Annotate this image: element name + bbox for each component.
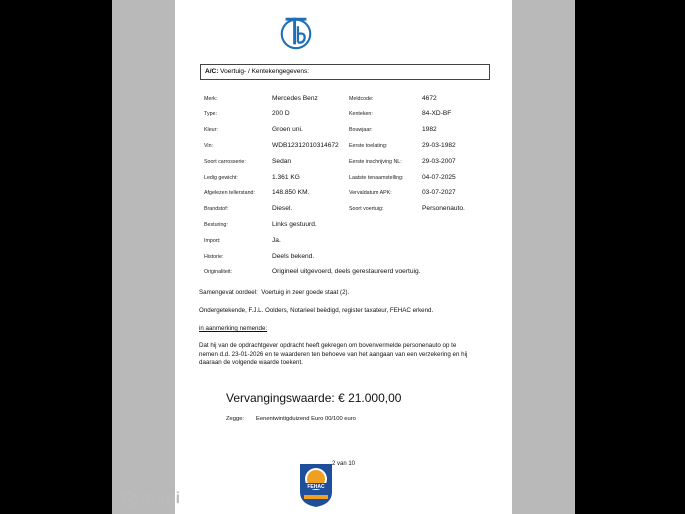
field-label: Vin: [204,143,214,149]
field-value: 148.850 KM. [272,189,310,196]
section-header-code: A/C: [205,68,219,75]
summary [199,289,349,298]
field-value: 29-03-1982 [422,142,456,149]
field-value: Deels bekend. [272,253,315,260]
field-value: Origineel uitgevoerd, deels gerestaureerd voertuig. [272,268,421,275]
consideration-line: nemen d.d. 23-01-2026 en te waarderen ten behoeve van het aangaan van een verzekering en hij [199,350,468,358]
field-value: Ja. [272,237,281,244]
left-black-margin [0,0,112,514]
svg-text:FEHAC: FEHAC [307,484,325,490]
consideration-line: daaraan de volgende waarde toekent. [199,359,303,367]
field-value: Mercedes Benz [272,95,318,102]
watermark-text: mobi [141,490,181,507]
field-label: Eerste toelating: [349,143,388,149]
zegge-label: Zegge: [226,416,245,422]
field-value: 4672 [422,95,437,102]
replacement-value: Vervangingswaarde: € 21.000,00 [226,391,402,405]
field-label: Originaliteit: [204,269,232,275]
field-label: Kleur: [204,127,218,133]
field-label: Historie: [204,254,224,260]
zegge-value: Eenentwintigduizend Euro 00/100 euro [256,416,356,422]
zegge-line [226,416,356,422]
mobile-logo-icon [121,491,138,508]
field-label: Eerste inschrijving NL: [349,159,402,165]
field-label: Bouwjaar: [349,127,373,133]
document-page [175,0,512,514]
field-value: Sedan [272,158,292,165]
field-label: Soort carrosserie: [204,159,246,165]
field-label: Meldcode: [349,96,374,102]
field-value: WDB12312010314672 [272,142,339,149]
field-value: 04-07-2025 [422,174,456,181]
field-label: Import: [204,238,221,244]
right-black-margin [575,0,685,514]
field-value: 84-XD-BF [422,110,452,117]
field-value: 29-03-2007 [422,158,456,165]
section-header [200,64,490,80]
consideration-text [199,342,467,368]
summary-label: Samengevat oordeel: [199,289,258,296]
field-value: 1.361 KG [272,174,300,181]
field-label: Kenteken: [349,111,373,117]
field-label: Soort voertuig: [349,206,384,212]
section-header-title: Voertuig- / Kentekengegevens: [218,68,310,75]
right-gray-band [512,0,575,514]
field-label: Vervaldatum APK: [349,190,392,196]
field-value: Personenauto. [422,205,465,212]
fehac-badge-icon [297,462,335,508]
field-label: Merk: [204,96,218,102]
consideration-heading: in aanmerking nemende: [199,325,268,332]
field-label: Laatste tenaamstelling: [349,175,404,181]
field-value: 03-07-2027 [422,189,456,196]
summary-value: Voertuig in zeer goede staat (2). [261,289,350,296]
field-value: 200 D [272,110,290,117]
consideration-line: Dat hij van de opdrachtgever opdracht heeft gekregen om bovenvermelde personenauto op te [199,342,457,349]
field-label: Ledig gewicht: [204,175,238,181]
field-label: Type: [204,111,217,117]
page-number: 2 van 10 [331,461,356,467]
field-value: Groen uni. [272,126,303,133]
company-logo-icon [277,13,315,51]
field-label: Besturing: [204,222,228,228]
left-gray-band [112,0,175,514]
field-value: Diesel. [272,205,293,212]
signatory-line: Ondergetekende, F.J.L. Oolders, Notarieel beëdigd, register taxateur, FEHAC erkend. [199,307,434,314]
field-label: Afgelezen tellerstand: [204,190,255,196]
field-value: Links gestuurd. [272,221,317,228]
field-label: Brandstof: [204,206,229,212]
field-value: 1982 [422,126,437,133]
